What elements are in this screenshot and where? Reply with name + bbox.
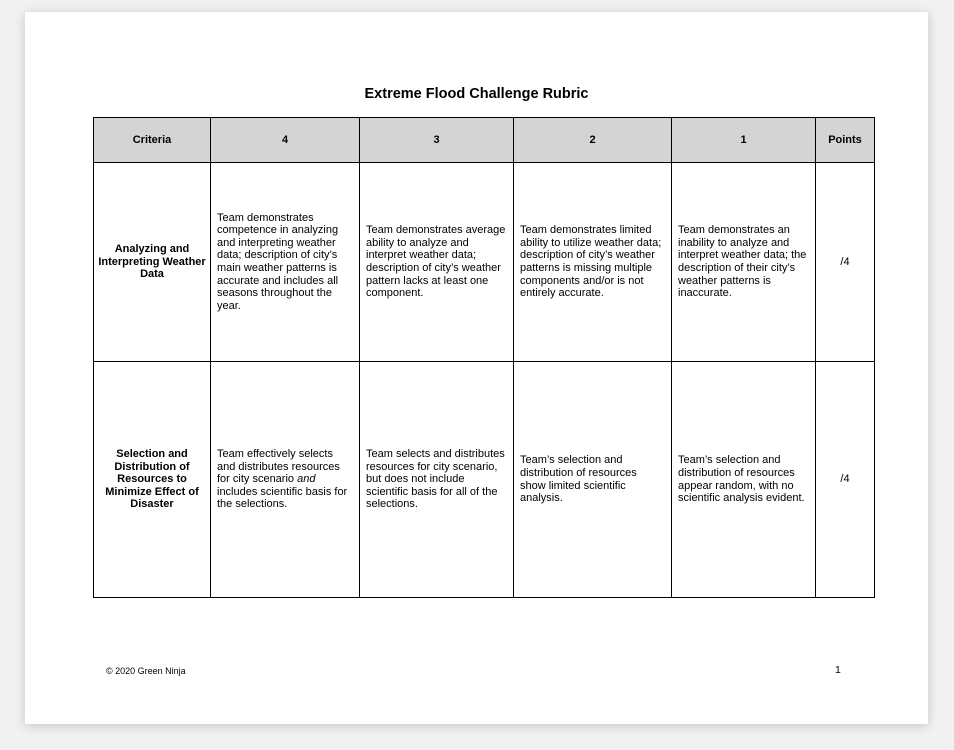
- score-3-cell: Team selects and distributes resources for city scenario, but does not include scientific basis for all of the selections.: [360, 362, 514, 598]
- header-score-2: 2: [514, 118, 672, 163]
- criteria-cell: Selection and Distribution of Resources to Minimize Effect of Disaster: [94, 362, 211, 598]
- points-cell: /4: [816, 362, 875, 598]
- document-page: [25, 12, 928, 724]
- document-title: Extreme Flood Challenge Rubric: [364, 86, 589, 102]
- score-4-cell: Team demonstrates competence in analyzing and interpreting weather data; description of city’s main weather patterns is accurate and includes all seasons throughout the year.: [211, 163, 360, 362]
- score-1-cell: Team’s selection and distribution of resources appear random, with no scientific analysis evident.: [672, 362, 816, 598]
- score-3-cell: Team demonstrates average ability to analyze and interpret weather data; description of city’s weather pattern lacks at least one component.: [360, 163, 514, 362]
- score-2-cell: Team’s selection and distribution of resources show limited scientific analysis.: [514, 362, 672, 598]
- rubric-table: [93, 117, 875, 598]
- header-score-4: 4: [211, 118, 360, 163]
- header-points: Points: [816, 118, 875, 163]
- header-score-1: 1: [672, 118, 816, 163]
- score-4-cell: [211, 362, 360, 598]
- score-2-cell: Team demonstrates limited ability to utilize weather data; description of city’s weather patterns is missing multiple components and/or is not entirely accurate.: [514, 163, 672, 362]
- table-row: [94, 163, 875, 362]
- score-1-cell: Team demonstrates an inability to analyze and interpret weather data; the description of their city’s weather patterns is inaccurate.: [672, 163, 816, 362]
- points-cell: /4: [816, 163, 875, 362]
- table-header-row: [94, 118, 875, 163]
- footer-page-number: 1: [835, 664, 841, 676]
- header-score-3: 3: [360, 118, 514, 163]
- table-row: [94, 362, 875, 598]
- score-4-text-end: includes scientific basis for the selections.: [217, 485, 348, 511]
- header-criteria: Criteria: [94, 118, 211, 163]
- criteria-cell: Analyzing and Interpreting Weather Data: [94, 163, 211, 362]
- footer-copyright: © 2020 Green Ninja: [106, 666, 186, 676]
- score-4-text-start: Team effectively selects and distributes resources for city scenario: [217, 448, 340, 486]
- score-4-emphasis: and: [297, 473, 316, 486]
